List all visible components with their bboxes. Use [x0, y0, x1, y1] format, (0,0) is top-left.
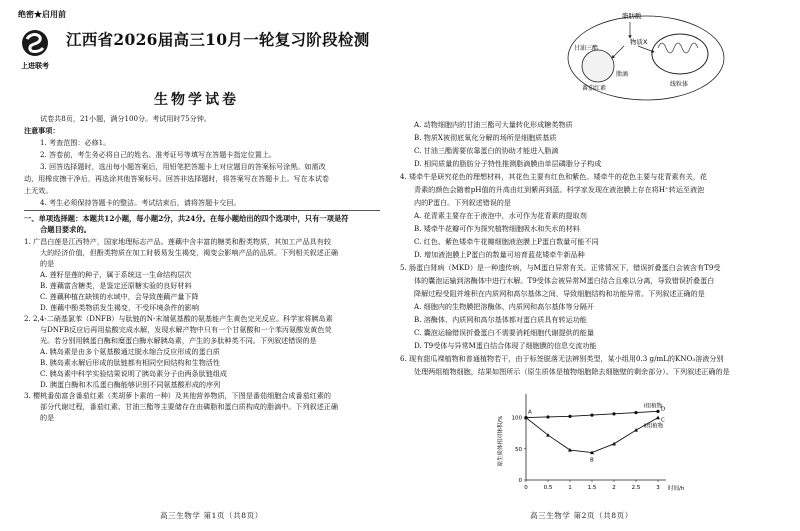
question-line: 体的囊泡运输到溶酶体中进行水解。T9受体会被异常M蛋白结合且难以分离，导致错误折叠蛋白	[414, 276, 715, 285]
question-line: 与DNFB反应后再用盐酸完成水解，发现水解产物中只有一个甘氨酸和一个苯丙氨酸发黄色荧	[40, 325, 332, 334]
option-line: D. 相同质量的脂肪分子特性推测脂滴膜由单层磷脂分子构成	[414, 159, 602, 168]
option-line: B. 胰岛素水解后形成的肽链都有相同空间结构和生物活性	[40, 358, 220, 367]
question-line: 的是	[40, 259, 55, 268]
lipid-droplet-shape	[582, 50, 614, 82]
option-line: A. 动物细胞内的甘油三酯可大量转化形成糖类物质	[414, 120, 573, 129]
x-tick-label: 1.5	[587, 485, 597, 491]
data-point	[546, 415, 549, 418]
option-line: C. 红色、紫色矮牵牛花瓣细胞液泡膜上P蛋白数量可能不同	[414, 237, 599, 246]
x-axis-label: 时间/h	[668, 486, 685, 492]
option-line: B. 物质X被彻底氧化分解的场所是细胞质基质	[414, 133, 557, 142]
option-line: C. 胰岛素中科学实验结果说明了胰岛素分子由两条肽链组成	[40, 369, 228, 378]
logo-emblem-icon	[18, 28, 52, 74]
question-line: 处理两组植物细胞，结果如图所示（原生质体是植物细胞除去细胞壁的剩余部分）。下列叙述正确的是	[414, 367, 730, 376]
question-line: 内的P蛋白。下列叙述错误的是	[414, 198, 511, 207]
data-point	[634, 411, 637, 414]
option-line: A. 胰岛素是由多个氨基酸通过脱水缩合反应形成的蛋白质	[40, 347, 220, 356]
note-line: 动，用橡皮擦干净后，再选涂其他答案标号。回答非选择题时，将答案写在答题卡上。写在本试卷	[24, 174, 330, 183]
point-label-c: C	[661, 417, 665, 424]
data-point	[656, 410, 659, 413]
label-droplet: 脂滴	[616, 71, 629, 78]
divider-line	[24, 210, 380, 211]
option-line: A. 莲籽是莲的种子，属于系统这一生命结构层次	[40, 270, 192, 279]
note-line: 4. 考生必须保持答题卡的整洁。考试结束后，请将答题卡交回。	[40, 198, 241, 207]
series-label: Ⅱ组植物	[644, 423, 664, 430]
option-line: D. 莲藕中酚类物质发生褐变，不受环境条件的影响	[40, 303, 199, 312]
option-line: D. T9受体与异常M蛋白结合体现了细胞膜的信息交流功能	[414, 341, 597, 350]
point-label-d: D	[661, 406, 666, 413]
x-tick-label: 1	[568, 485, 572, 491]
option-line: A. 细胞内的生物膜把溶酶体、内质网和高尔基体等分隔开	[414, 302, 594, 311]
arrow-shape	[638, 46, 654, 52]
label-substance-x: 物质X	[630, 38, 648, 46]
option-line: D. 胰蛋白酶和木瓜蛋白酶能够识别不同氨基酸形成的序列	[40, 380, 221, 389]
y-tick-label: 100	[511, 415, 522, 422]
question-line: 的是	[40, 413, 55, 422]
section-heading: 一、单项选择题：本题共12小题，每小题2分，共24分。在每小题给出的四个选项中，只有一项是符	[24, 214, 349, 223]
label-lycopene: 番茄红素	[582, 85, 607, 92]
question-line: 降解过程受阻并堆积在内质网和高尔基体之间，导致细胞结构和功能异常。下列叙述正确的是	[414, 289, 705, 298]
page-footer: 高三生物学 第1页（共8页）	[160, 511, 263, 520]
data-point	[590, 414, 593, 417]
series-line-2	[526, 418, 658, 453]
data-point	[656, 416, 660, 420]
data-point	[568, 415, 571, 418]
note-line: 3. 回答选择题时，选出每小题答案后，用铅笔把答题卡上对应题目的答案标号涂黑。如需改	[40, 162, 326, 171]
option-line: C. 莲藕种植在缺镁的水域中，会导致莲藕产量下降	[40, 292, 199, 301]
x-tick-label: 0.5	[543, 485, 553, 491]
exam-title: 江西省2026届高三10月一轮复习阶段检测	[66, 30, 370, 49]
label-mitochondrion: 线粒体	[670, 81, 689, 88]
secret-mark: 绝密★启用前	[18, 9, 66, 19]
question-line: 1. 广昌白莲是江西特产，国家地理标志产品。莲藕中含丰富的糖类和酚类物质，其加工产品具有较	[24, 237, 331, 246]
question-line: 6. 现有甜瓜裸植物和普通植物若干，由于标签脱落无法辨别类型，某小组用0.3 g/mL的KNO₃溶液分别	[400, 354, 724, 363]
label-triglyceride: 甘油三酯	[574, 45, 599, 52]
series-label: Ⅰ组植物	[644, 403, 663, 410]
note-line: 2. 答卷前，考生务必将自己的姓名、准考证号等填写在答题卡指定位置上。	[40, 150, 277, 159]
question-line: 3. 樱桃番茄富含番茄红素（类胡萝卜素的一种）及其他营养物质，下图是番茄细胞合成番茄红素的	[24, 391, 331, 400]
note-line: 上无效。	[24, 186, 53, 195]
logo-text: 上进联考	[21, 62, 49, 70]
option-line: A. 花青素主要存在于液泡中，水可作为花青素的提取剂	[414, 211, 587, 220]
option-line: C. 囊泡运输错误折叠蛋白不需要消耗细胞代谢提供的能量	[414, 328, 594, 337]
exam-logo	[18, 28, 52, 74]
question-line: 4. 矮牵牛是研究花色的理想材料，其花色主要有红色和紫色。矮牵牛的花色主要与花青素有关，花	[400, 172, 707, 181]
option-line: C. 甘油三酯需要依靠蛋白的协助才能进入脂滴	[414, 146, 559, 155]
lipid-droplet-diagram	[558, 4, 728, 104]
question-line: 5. 肠蛋白肾病（MKD）是一种遗传病，与M蛋白异常有关。正常情况下，错误折叠蛋白会被含有T9受	[400, 263, 721, 272]
question-line: 部分代谢过程，番茄红素、甘油三酯等主要储存在由磷脂和蛋白质构成的脂滴中。下列叙述正确	[40, 402, 338, 411]
question-line: 2. 2,4-二硝基氯苯（DNFB）与肽链的N-末端氨基酸的氨基能产生黄色完光反应。科学家将胰岛素	[24, 314, 333, 323]
label-fatty-acid: 脂肪酸	[622, 12, 642, 20]
data-point	[612, 442, 616, 446]
option-line: B. 溶酶体、内质网和高尔基体都对蛋白质具有转运功能	[414, 315, 587, 324]
question-line: 大的经济价值，但酚类物质在加工时极易发生褐变，褐变会影响产品的品质。下列相关叙述正确	[40, 248, 338, 257]
point-label-b: B	[590, 457, 594, 464]
note-line: 1. 考查范围：必修1。	[40, 138, 111, 147]
mitochondrion-shape	[652, 34, 708, 74]
exam-info: 试卷共8页，21小题，满分100分。考试用时75分钟。	[40, 114, 211, 123]
data-point	[634, 428, 638, 432]
y-axis-label: 原生质体相对体积/%	[498, 415, 504, 467]
x-tick-label: 0	[524, 485, 528, 491]
page-footer: 高三生物学 第2页（共8页）	[530, 511, 633, 520]
point-label-a: A	[528, 409, 532, 416]
arrow-shape	[612, 46, 624, 58]
y-tick-label: 50	[515, 446, 522, 453]
notes-heading: 注意事项：	[24, 126, 60, 135]
y-tick-label: 0	[518, 478, 522, 484]
option-line: D. 增加液泡膜上P蛋白的数量可培育蓝花矮牵牛新品种	[414, 250, 585, 259]
x-tick-label: 2	[612, 485, 616, 491]
x-tick-label: 2.5	[631, 485, 641, 491]
data-point	[612, 412, 615, 415]
option-line: B. 矮牵牛花瓣可作为探究植物细胞吸水和失水的材料	[414, 224, 580, 233]
section-heading: 合题目要求的。	[40, 225, 92, 234]
question-line: 青素的颜色会随着pH值的升高由红到紫再到蓝。科学家发现在液泡膜上存在将H⁺转运至液泡	[414, 185, 705, 194]
exam-subject: 生物学试卷	[154, 92, 239, 108]
x-tick-label: 3	[656, 485, 660, 491]
question-line: 光。若分别用胰蛋白酶和糜蛋白酶水解胰岛素，产生的多肽种类不同。下列叙述错误的是	[40, 336, 317, 345]
option-line: B. 莲藕富含糖类，是鉴定还原糖实验的良好材料	[40, 281, 192, 290]
protoplast-volume-chart	[492, 386, 692, 498]
page-2	[400, 0, 800, 531]
